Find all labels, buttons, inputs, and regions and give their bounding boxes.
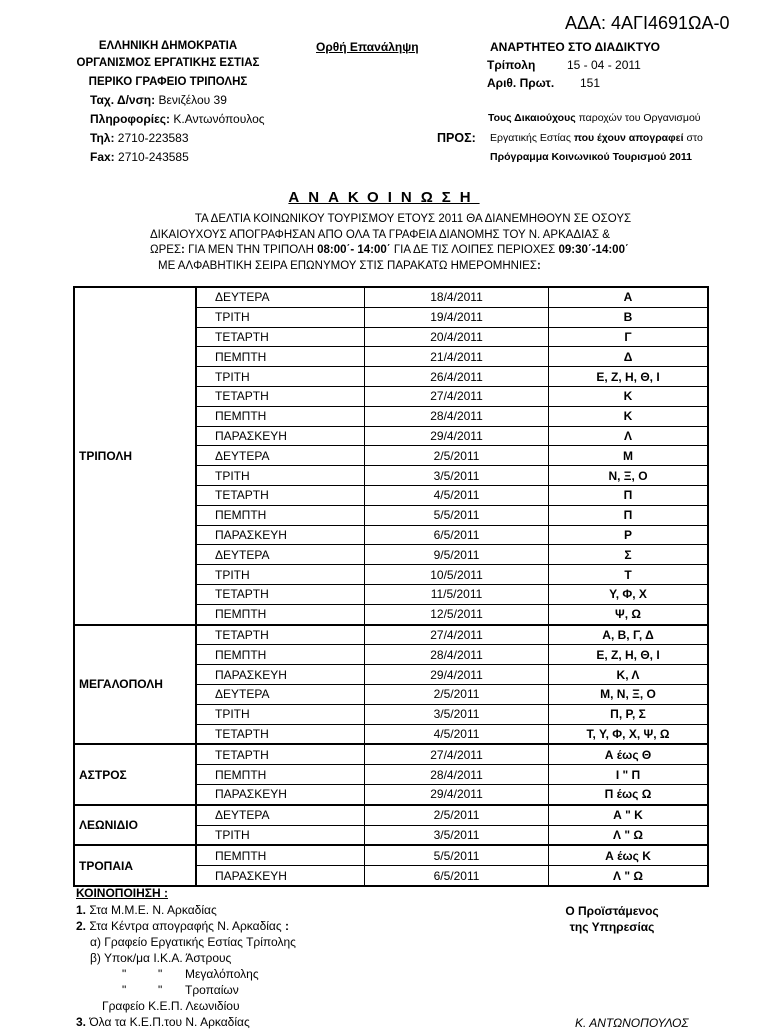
date-cell: 10/5/2011 [365,565,549,585]
day-cell: ΠΕΜΠΤΗ [196,505,365,525]
day-cell: ΤΕΤΑΡΤΗ [196,744,365,764]
date-cell: 2/5/2011 [365,805,549,825]
tel-line [90,131,189,145]
day-cell: ΠΑΡΑΣΚΕΥΗ [196,866,365,886]
letters-cell: Π [549,485,709,505]
cc-item-2c-q2: " [158,967,163,981]
body-l3e: ΓΙΑ ΔΕ ΤΙΣ ΛΟΙΠΕΣ ΠΕΡΙΟΧΕΣ [390,244,559,256]
letters-cell: Υ, Φ, Χ [549,584,709,604]
day-cell: ΤΕΤΑΡΤΗ [196,485,365,505]
day-cell: ΤΕΤΑΡΤΗ [196,625,365,645]
date-cell: 27/4/2011 [365,386,549,406]
letters-cell: Ε, Ζ, Η, Θ, Ι [549,367,709,387]
date-cell: 6/5/2011 [365,866,549,886]
to-line-2-bold: που έχουν απογραφεί [573,132,684,144]
date-cell: 28/4/2011 [365,406,549,426]
body-l3b: : [181,244,189,256]
body-l4b: : [536,259,541,272]
to-line-1-rest: παροχών του Οργανισμού [575,112,701,124]
date-cell: 4/5/2011 [365,485,549,505]
fax-value: 2710-243585 [118,150,189,164]
letters-cell: Α " Κ [549,805,709,825]
header-line-3: ΠΕΡΙΚΟ ΓΡΑΦΕΙΟ ΤΡΙΠΟΛΗΣ [88,76,248,88]
cc-num-3: 3. [76,1015,87,1029]
to-line-1 [488,112,701,124]
day-cell: ΔΕΥΤΕΡΑ [196,684,365,704]
region-cell: ΤΡΟΠΑΙΑ [74,845,196,886]
protocol-value: 151 [580,76,601,90]
letters-cell: Λ [549,426,709,446]
correction-notice: Ορθή Επανάληψη [316,40,419,54]
cc-item-2d: Τροπαίων [185,983,239,997]
date-cell: 29/4/2011 [365,784,549,804]
address-value: Βενιζέλου 39 [158,93,227,107]
letters-cell: Κ [549,406,709,426]
day-cell: ΤΕΤΑΡΤΗ [196,386,365,406]
day-cell: ΠΕΜΠΤΗ [196,765,365,785]
cc-text-2: Στα Κέντρα απογραφής Ν. Αρκαδίας [86,919,285,933]
date-cell: 18/4/2011 [365,287,549,307]
letters-cell: Ρ [549,525,709,545]
letters-cell: Α έως Κ [549,845,709,865]
info-label: Πληροφορίες: [90,112,171,126]
day-cell: ΔΕΥΤΕΡΑ [196,446,365,466]
date-cell: 3/5/2011 [365,466,549,486]
day-cell: ΠΑΡΑΣΚΕΥΗ [196,426,365,446]
region-cell: ΑΣΤΡΟΣ [74,744,196,804]
letters-cell: Τ, Υ, Φ, Χ, Ψ, Ω [549,724,709,744]
info-line [90,112,265,126]
cc-item-2 [76,919,289,933]
day-cell: ΤΕΤΑΡΤΗ [196,584,365,604]
date-cell: 21/4/2011 [365,347,549,367]
date-cell: 4/5/2011 [365,724,549,744]
body-l3a: ΩΡΕΣ [150,244,182,256]
letters-cell: Ψ, Ω [549,604,709,624]
tel-value: 2710-223583 [117,131,189,145]
table-row [74,805,708,825]
table-row [74,287,708,307]
letters-cell: Β [549,307,709,327]
day-cell: ΔΕΥΤΕΡΑ [196,805,365,825]
letters-cell: Λ " Ω [549,866,709,886]
date-cell: 29/4/2011 [365,426,549,446]
date-cell: 26/4/2011 [365,367,549,387]
day-cell: ΤΕΤΑΡΤΗ [196,327,365,347]
cc-item-2c: Μεγαλόπολης [185,967,259,981]
date-cell: 5/5/2011 [365,505,549,525]
day-cell: ΠΕΜΠΤΗ [196,347,365,367]
day-cell: ΤΡΙΤΗ [196,704,365,724]
header-line-1: ΕΛΛΗΝΙΚΗ ΔΗΜΟΚΡΑΤΙΑ [98,40,238,52]
body-l4a: ΜΕ ΑΛΦΑΒΗΤΙΚΗ ΣΕΙΡΑ ΕΠΩΝΥΜΟΥ ΣΤΙΣ ΠΑΡΑΚΑΤΩ ΗΜΕΡΟΜΗΝΙΕΣ [158,259,537,272]
day-cell: ΤΕΤΑΡΤΗ [196,724,365,744]
body-l3c: ΓΙΑ ΜΕΝ ΤΗΝ ΤΡΙΠΟΛΗ [188,244,318,256]
date-cell: 5/5/2011 [365,845,549,865]
body-l3f: 09:30΄-14:00΄ [558,244,629,256]
letters-cell: Α έως Θ [549,744,709,764]
cc-item-2d-q1: " [122,983,127,997]
cc-item-2c-q1: " [122,967,127,981]
to-label: ΠΡΟΣ: [437,131,476,145]
post-online-title: ΑΝΑΡΤΗΤΕΟ ΣΤΟ ΔΙΑΔΙΚΤΥΟ [490,40,660,54]
header-line-2: ΟΡΓΑΝΙΣΜΟΣ ΕΡΓΑΤΙΚΗΣ ΕΣΤΙΑΣ [76,57,260,69]
date-cell: 11/5/2011 [365,584,549,604]
region-cell: ΜΕΓΑΛΟΠΟΛΗ [74,625,196,745]
letters-cell: Π [549,505,709,525]
day-cell: ΠΑΡΑΣΚΕΥΗ [196,665,365,685]
date-cell: 3/5/2011 [365,704,549,724]
info-value: Κ.Αντωνόπουλος [173,112,265,126]
day-cell: ΤΡΙΤΗ [196,307,365,327]
letters-cell: Λ " Ω [549,825,709,845]
letters-cell: Α, Β, Γ, Δ [549,625,709,645]
letters-cell: Κ, Λ [549,665,709,685]
day-cell: ΔΕΥΤΕΡΑ [196,287,365,307]
cc-item-2d-q2: " [158,983,163,997]
tel-label: Τηλ: [90,131,115,145]
date-cell: 27/4/2011 [365,625,549,645]
cc-item-3 [76,1015,250,1029]
signature-title-2: της Υπηρεσίας [569,920,655,934]
cc-text-3: Όλα τα Κ.Ε.Π.του Ν. Αρκαδίας [86,1015,250,1029]
date-cell: 2/5/2011 [365,684,549,704]
date-cell: 3/5/2011 [365,825,549,845]
announcement-title: ΑΝΑΚΟΙΝΩΣΗ [288,189,480,206]
day-cell: ΤΡΙΤΗ [196,565,365,585]
date-cell: 9/5/2011 [365,545,549,565]
cc-item-2a: α) Γραφείο Εργατικής Εστίας Τρίπολης [90,935,296,949]
region-cell: ΤΡΙΠΟΛΗ [74,287,196,625]
schedule-body [74,287,708,886]
protocol-label: Αριθ. Πρωτ. [487,76,555,90]
fax-label: Fax: [90,150,115,164]
date-cell: 27/4/2011 [365,744,549,764]
cc-text-1: Στα Μ.Μ.Ε. Ν. Αρκαδίας [86,903,217,917]
ada-code: ΑΔΑ: 4ΑΓΙ4691ΩΑ-0 [565,13,730,33]
letters-cell: Κ [549,386,709,406]
body-line-2: ΔΙΚΑΙΟΥΧΟΥΣ ΑΠΟΓΡΑΦΗΣΑΝ ΑΠΟ ΟΛΑ ΤΑ ΓΡΑΦΕΙΑ ΔΙΑΝΟΜΗΣ ΤΟΥ Ν. ΑΡΚΑΔΙΑΣ & [150,228,610,241]
cc-heading: ΚΟΙΝΟΠΟΙΗΣΗ : [76,886,168,900]
address-line [90,93,227,107]
to-line-1-bold: Τους Δικαιούχους [488,112,576,124]
announcement-body [150,212,660,274]
date: 15 - 04 - 2011 [567,58,641,72]
day-cell: ΠΕΜΠΤΗ [196,845,365,865]
to-line-3: Πρόγραμμα Κοινωνικού Τουρισμού 2011 [490,151,692,163]
cc-num-1: 1. [76,903,87,917]
body-line-4 [150,259,660,275]
letters-cell: Τ [549,565,709,585]
table-row [74,625,708,645]
letters-cell: Π, Ρ, Σ [549,704,709,724]
cc-item-2b: β) Υποκ/μα Ι.Κ.Α. Άστρους [90,951,232,965]
letters-cell: Σ [549,545,709,565]
date-cell: 20/4/2011 [365,327,549,347]
day-cell: ΤΡΙΤΗ [196,367,365,387]
body-line-3 [150,243,660,259]
cc-colon-2: : [284,919,289,933]
letters-cell: Γ [549,327,709,347]
day-cell: ΔΕΥΤΕΡΑ [196,545,365,565]
to-line-2 [490,132,703,144]
body-line-1: ΤΑ ΔΕΛΤΙΑ ΚΟΙΝΩΝΙΚΟΥ ΤΟΥΡΙΣΜΟΥ ΕΤΟΥΣ 2011 ΘΑ ΔΙΑΝΕΜΗΘΟΥΝ ΣΕ ΟΣΟΥΣ [194,213,632,225]
day-cell: ΤΡΙΤΗ [196,825,365,845]
date-cell: 28/4/2011 [365,645,549,665]
body-l3d: 08:00΄- 14:00΄ [317,244,391,256]
date-cell: 29/4/2011 [365,665,549,685]
day-cell: ΤΡΙΤΗ [196,466,365,486]
date-cell: 19/4/2011 [365,307,549,327]
letters-cell: Μ, Ν, Ξ, Ο [549,684,709,704]
letters-cell: Ι " Π [549,765,709,785]
fax-line [90,150,189,164]
signature-title-1: Ο Προϊστάμενος [565,904,659,918]
date-cell: 6/5/2011 [365,525,549,545]
region-cell: ΛΕΩΝΙΔΙΟ [74,805,196,846]
letters-cell: Δ [549,347,709,367]
date-cell: 2/5/2011 [365,446,549,466]
day-cell: ΠΕΜΠΤΗ [196,645,365,665]
address-label: Ταχ. Δ/νση: [90,93,156,107]
letters-cell: Π έως Ω [549,784,709,804]
cc-num-2: 2. [76,919,87,933]
cc-item-1 [76,903,217,917]
place: Τρίπολη [487,58,536,72]
day-cell: ΠΕΜΠΤΗ [196,604,365,624]
signature-name: Κ. ΑΝΤΩΝΟΠΟΥΛΟΣ [575,1016,689,1030]
day-cell: ΠΑΡΑΣΚΕΥΗ [196,784,365,804]
to-line-2-c: στο [683,132,703,144]
distribution-schedule-table [73,286,709,887]
table-row [74,744,708,764]
letters-cell: Ε, Ζ, Η, Θ, Ι [549,645,709,665]
date-cell: 12/5/2011 [365,604,549,624]
letters-cell: Ν, Ξ, Ο [549,466,709,486]
letters-cell: Μ [549,446,709,466]
table-row [74,845,708,865]
to-line-2-a: Εργατικής Εστίας [490,132,574,144]
letters-cell: Α [549,287,709,307]
day-cell: ΠΕΜΠΤΗ [196,406,365,426]
day-cell: ΠΑΡΑΣΚΕΥΗ [196,525,365,545]
cc-item-2e: Γραφείο Κ.Ε.Π. Λεωνιδίου [102,999,240,1013]
date-cell: 28/4/2011 [365,765,549,785]
